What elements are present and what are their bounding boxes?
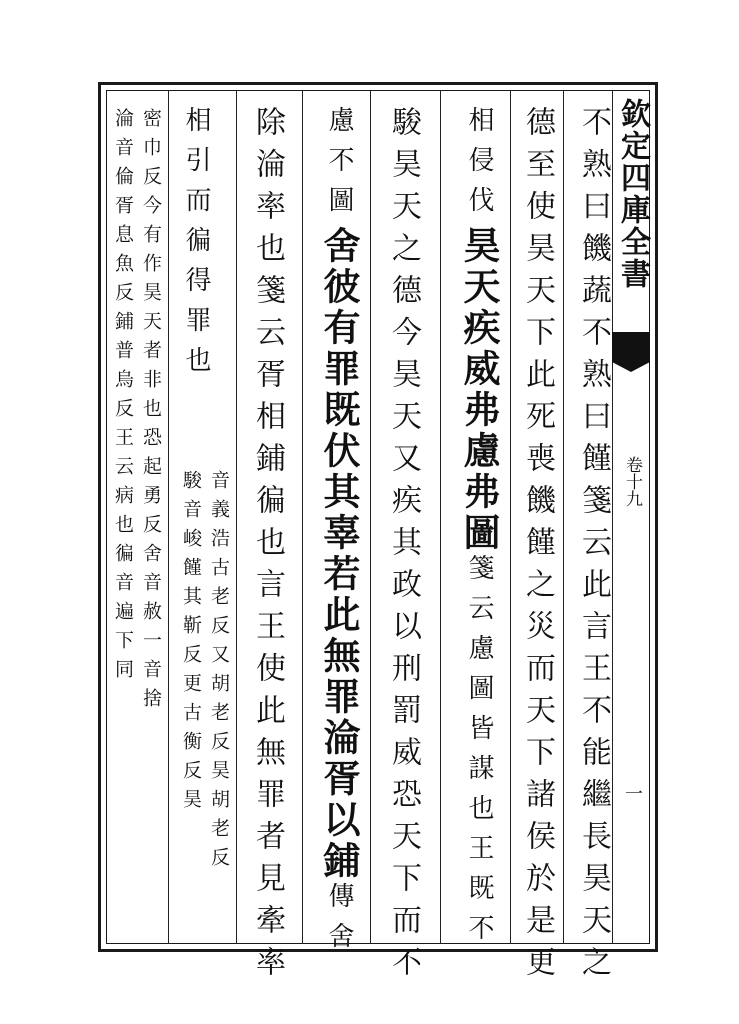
main-text: 昊天疾威弗慮弗圖	[457, 226, 501, 554]
book-title: 欽定四庫全書	[615, 98, 650, 290]
volume-label: 卷十九	[622, 456, 642, 507]
commentary-text: 慮不圖	[324, 106, 354, 226]
column-rule	[168, 90, 169, 944]
column-rule	[236, 90, 237, 944]
text-column-2: 德至使昊天下此死喪饑饉之災而天下諸侯於是更	[520, 106, 555, 988]
yinyi-note-right: 音義浩古老反又胡老反昊胡老反	[208, 470, 230, 876]
commentary-text: 傳舍	[324, 882, 354, 962]
column-rule	[510, 90, 511, 944]
text-column-3	[452, 106, 506, 954]
text-column-5	[312, 106, 366, 962]
commentary-text: 相引而徧得罪也	[181, 106, 211, 386]
main-text: 舍彼有罪既伏其辜若此無罪淪胥以鋪	[317, 226, 361, 882]
column-rule	[563, 90, 564, 944]
commentary-text: 相侵伐	[464, 106, 494, 226]
note-subline-right: 密巾反今有作昊天者非也恐起勇反舍音赦一音捨	[140, 108, 162, 717]
column-rule	[302, 90, 303, 944]
text-column-4: 駿昊天之德今昊天又疾其政以刑罰威恐天下而不	[386, 106, 421, 988]
yinyi-note-left: 駿音峻饉其靳反更古衡反昊	[180, 470, 202, 818]
note-subline-left: 淪音倫胥息魚反鋪普烏反王云病也徧音遍下同	[112, 108, 134, 688]
commentary-text: 箋云慮圖皆謀也王既不	[464, 554, 494, 954]
text-column-7	[178, 106, 215, 386]
text-column-6: 除淪率也箋云胥相鋪徧也言王使此無罪者見牽率	[250, 106, 285, 988]
folio-number: 一	[622, 784, 643, 802]
text-column-1: 不熟曰饑蔬不熟曰饉箋云此言王不能繼長昊天之	[576, 106, 611, 988]
fish-tail-mark	[612, 332, 650, 362]
column-rule	[370, 90, 371, 944]
column-rule	[440, 90, 441, 944]
